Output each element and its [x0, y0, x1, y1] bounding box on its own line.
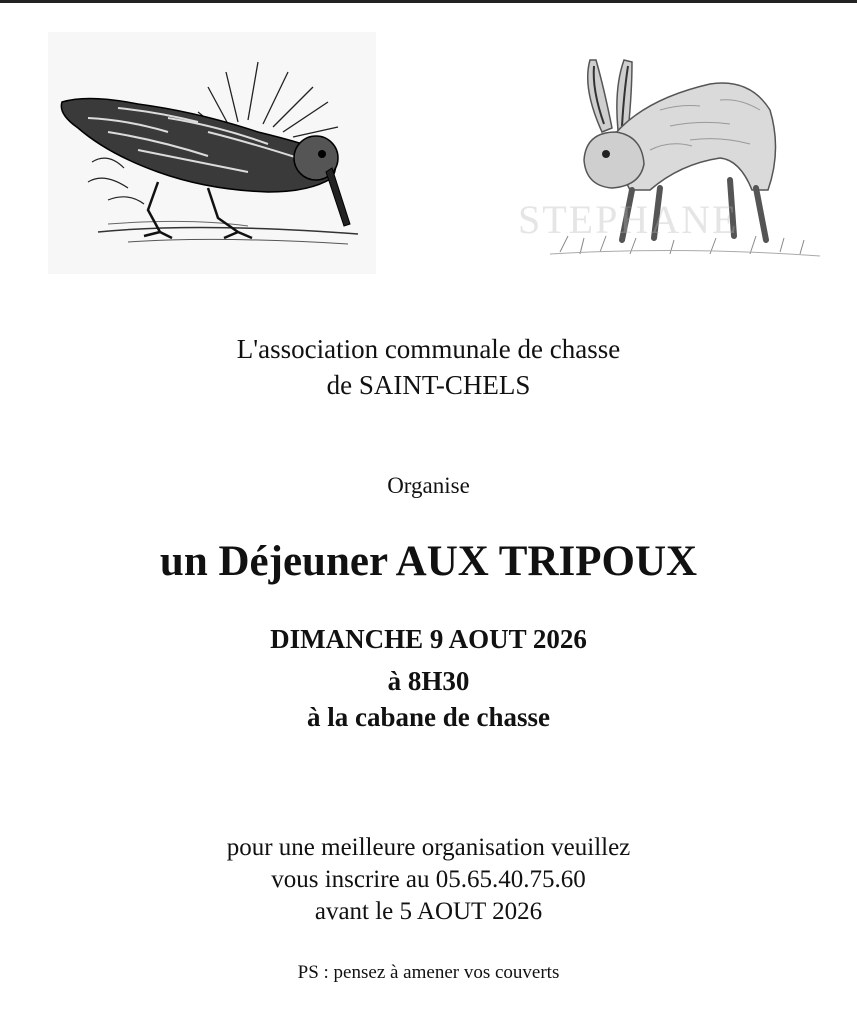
woodcock-illustration [48, 32, 376, 274]
organise-label: Organise [387, 473, 470, 498]
watermark-text: STEPHANE [518, 197, 739, 242]
info-line-3: avant le 5 AOUT 2026 [314, 898, 543, 925]
ps-note: PS : pensez à amener vos couverts [297, 962, 560, 983]
hare-illustration [520, 40, 840, 280]
association-line-1: L'association communale de chasse [236, 334, 621, 364]
top-border [0, 0, 857, 3]
event-time: à 8H30 [387, 666, 470, 696]
info-line-1: pour une meilleure organisation veuillez [226, 834, 631, 861]
event-title: un Déjeuner AUX TRIPOUX [159, 538, 698, 585]
event-place: à la cabane de chasse [307, 702, 550, 732]
info-line-2: vous inscrire au 05.65.40.75.60 [271, 866, 586, 893]
event-date: DIMANCHE 9 AOUT 2026 [270, 624, 587, 654]
association-line-2: de SAINT-CHELS [326, 370, 531, 400]
